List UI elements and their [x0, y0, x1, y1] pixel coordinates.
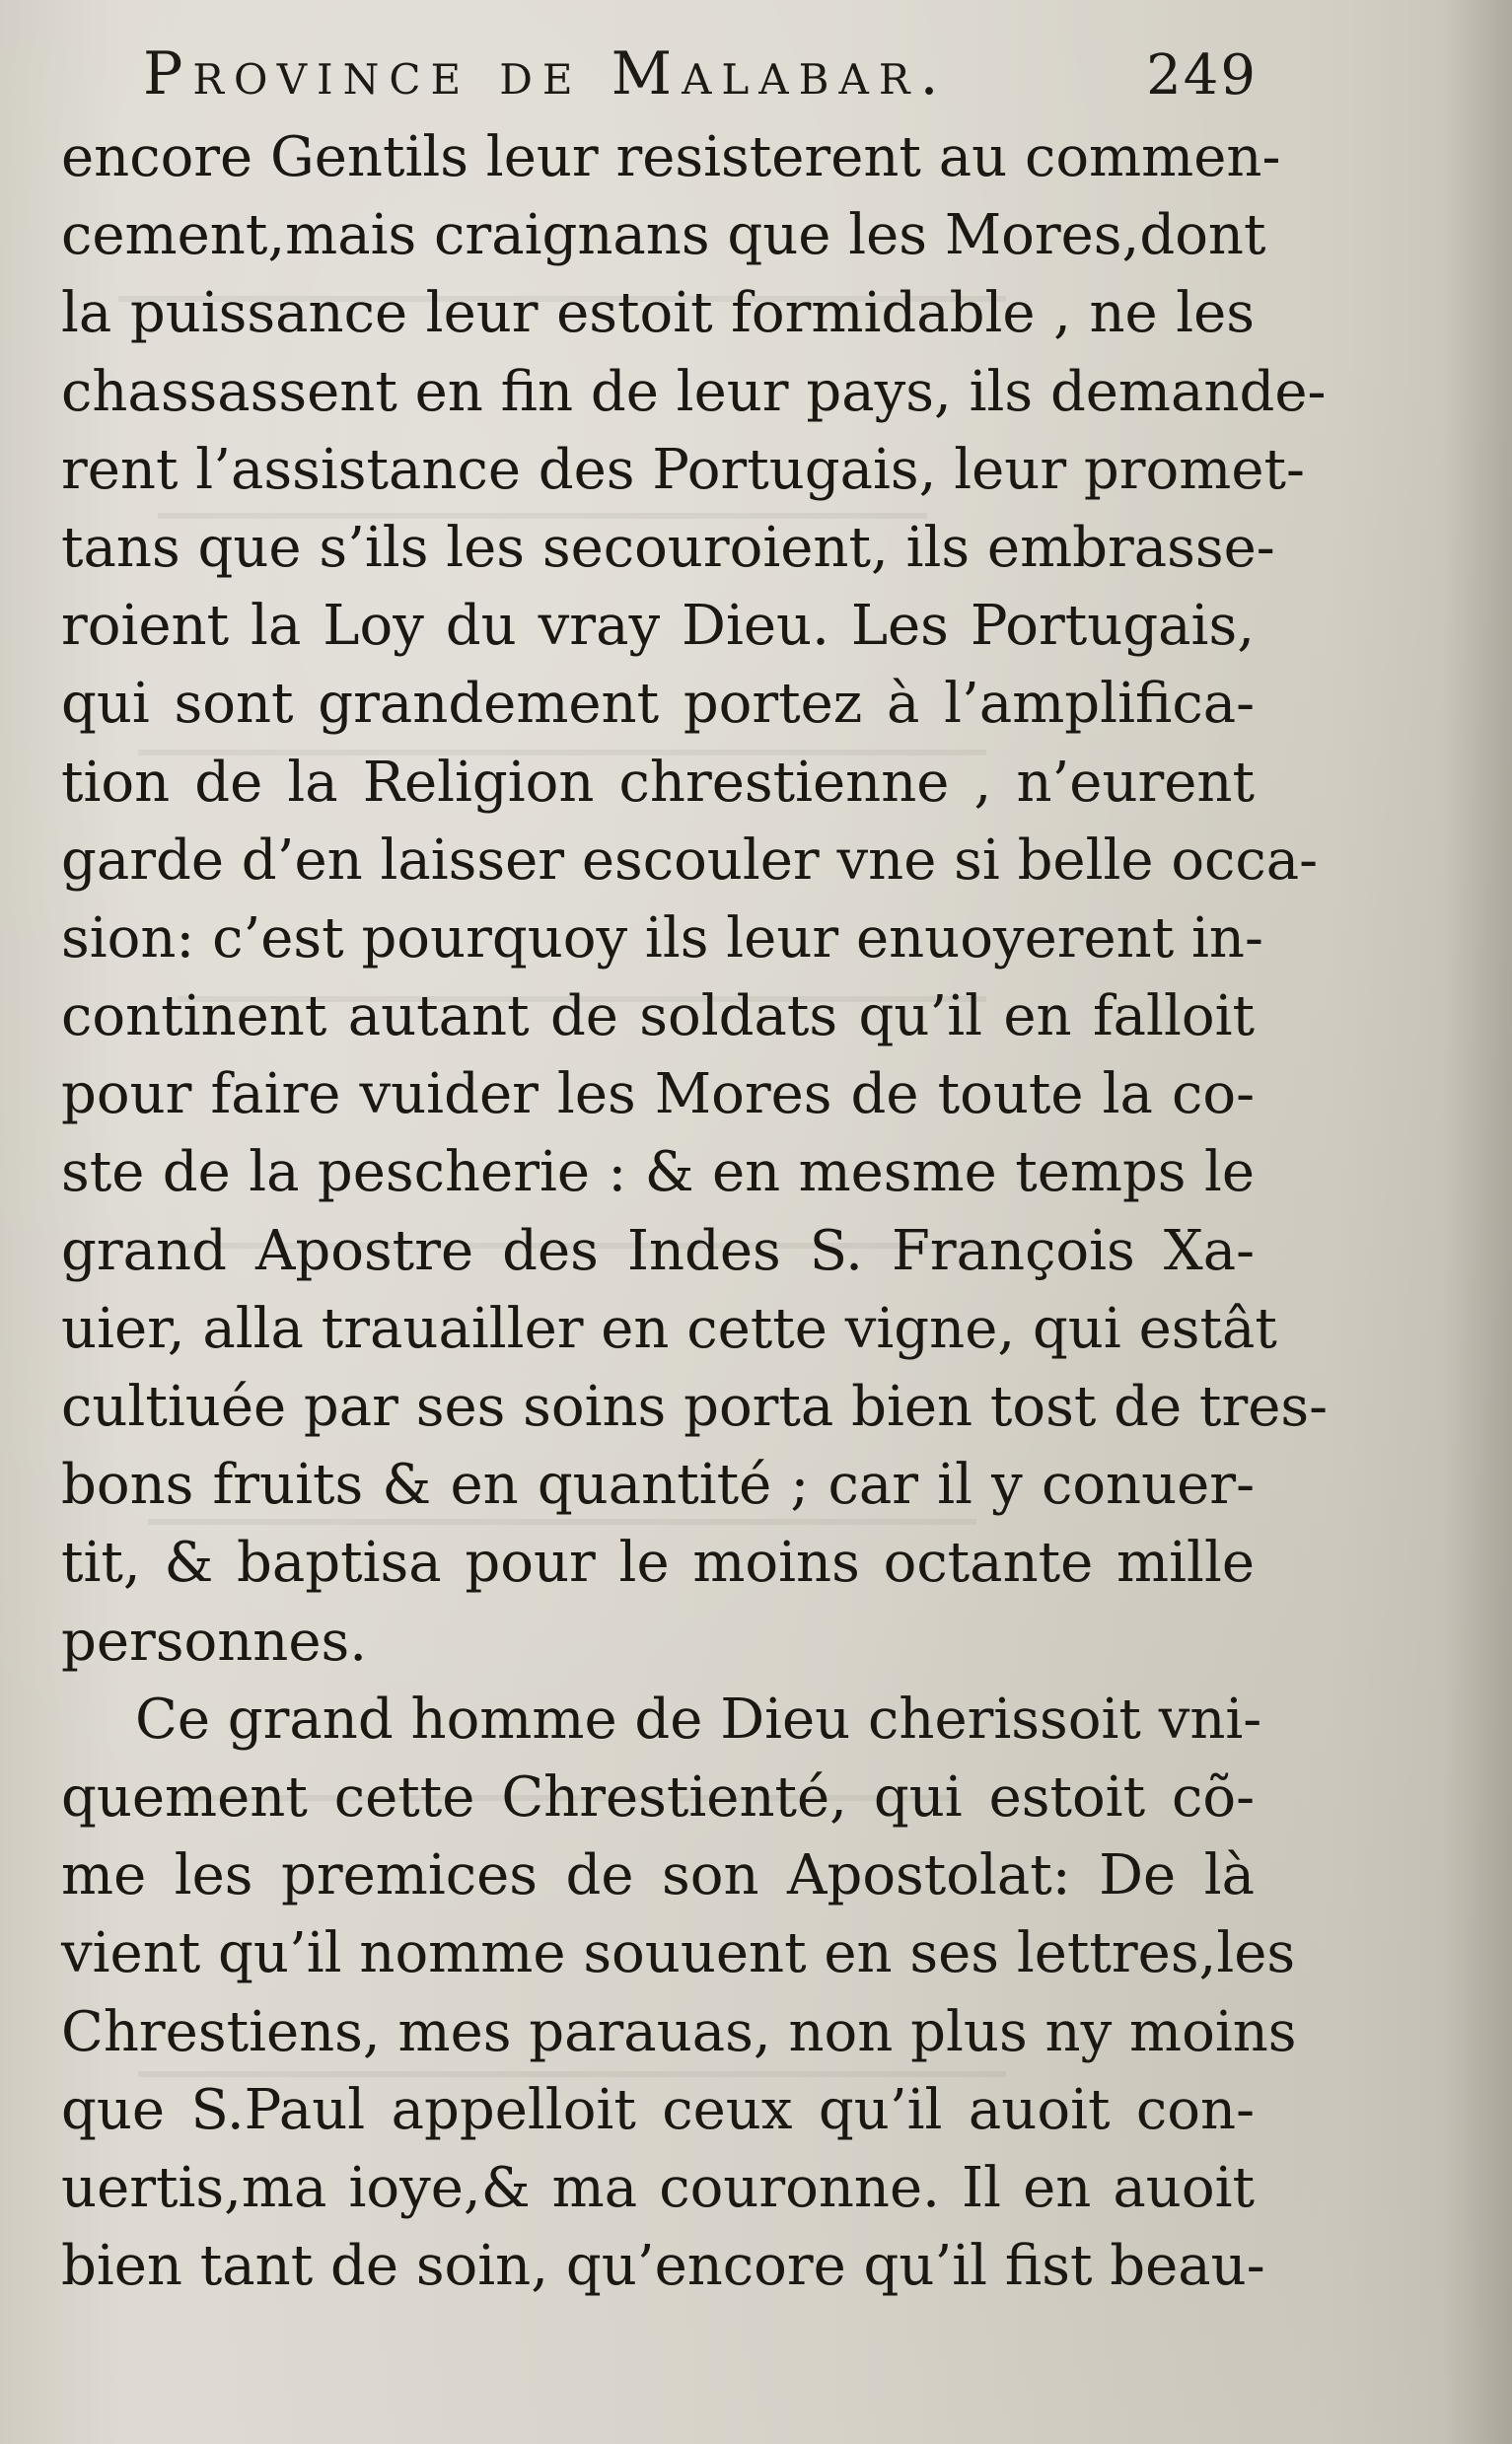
text-line: cultiuée par ses soins porta bien tost de tres- [61, 1375, 1329, 1439]
text-line: que S.Paul appelloit ceux qu’il auoit con- [61, 2077, 1255, 2142]
text-line: bien tant de soin, qu’encore qu’il fist beau- [61, 2234, 1265, 2299]
text-line: grand Apostre des Indes S. François Xa- [61, 1218, 1255, 1283]
text-line: continent autant de soldats qu’il en falloit [61, 984, 1255, 1049]
text-line: rent l’assistance des Portugais, leur promet- [61, 437, 1305, 502]
paragraph-2 [61, 1681, 1297, 2306]
page-edge-shadow [1443, 0, 1512, 2444]
text-line: cement,mais craignans que les Mores,dont [61, 203, 1266, 268]
running-head: Province de Malabar. [143, 39, 949, 108]
text-line: me les premices de son Apostolat: De là [61, 1843, 1255, 1908]
text-line: encore Gentils leur resisterent au commen- [61, 125, 1281, 189]
text-line: personnes. [61, 1609, 368, 1674]
text-line: uier, alla trauailler en cette vigne, qui estât [61, 1296, 1277, 1361]
text-line: la puissance leur estoit formidable , ne les [61, 281, 1255, 346]
text-line: tans que s’ils les secouroient, ils embrasse- [61, 515, 1275, 580]
text-line: garde d’en laisser escouler vne si belle occa- [61, 827, 1319, 893]
text-line: quement cette Chrestienté, qui estoit cõ- [61, 1764, 1255, 1830]
text-line: chassassent en fin de leur pays, ils demande- [61, 359, 1327, 424]
text-line: Ce grand homme de Dieu cherissoit vni- [135, 1687, 1262, 1752]
body-text [61, 118, 1329, 2305]
text-line: pour faire vuider les Mores de toute la co- [61, 1062, 1255, 1127]
text-line: roient la Loy du vray Dieu. Les Portugais, [61, 594, 1255, 659]
text-line: qui sont grandement portez à l’amplifica- [61, 672, 1255, 737]
text-line: tit, & baptisa pour le moins octante mille [61, 1531, 1255, 1596]
text-line: tion de la Religion chrestienne , n’eurent [61, 750, 1255, 815]
text-line: Chrestiens, mes parauas, non plus ny moins [61, 1999, 1297, 2064]
page-number: 249 [1146, 43, 1258, 108]
page-header [143, 39, 1258, 118]
text-line: ste de la pescherie : & en mesme temps le [61, 1140, 1255, 1205]
text-line: bons fruits & en quantité ; car il y conuer- [61, 1453, 1255, 1518]
text-line: vient qu’il nomme souuent en ses lettres,les [61, 1921, 1296, 1986]
paragraph-1 [61, 118, 1329, 1681]
text-line: uertis,ma ioye,& ma couronne. Il en auoit [61, 2155, 1255, 2220]
text-line: sion: c’est pourquoy ils leur enuoyerent in- [61, 905, 1263, 970]
